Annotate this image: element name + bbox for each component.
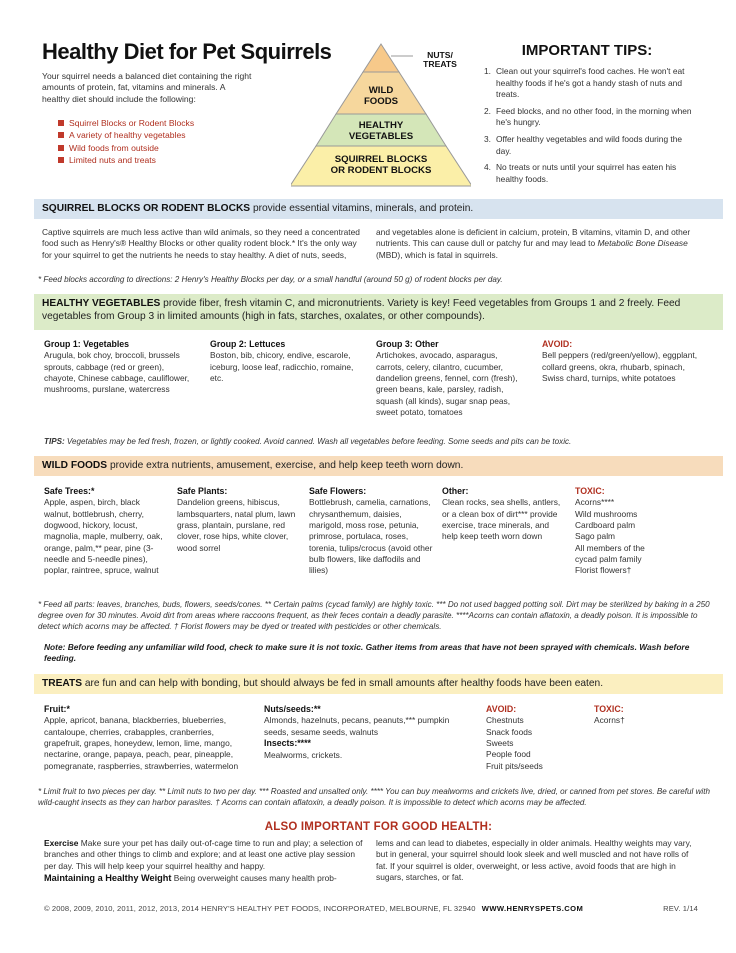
treats-avoid-title: AVOID: — [486, 704, 517, 714]
wild-heading: WILD FOODS — [42, 460, 108, 471]
page-title: Healthy Diet for Pet Squirrels — [42, 39, 332, 64]
wild-safe-plants — [177, 486, 301, 554]
wild-trees-text: Apple, aspen, birch, black walnut, bottlebrush, cherry, dogwood, hickory, locust, magnolia, maple, mulberry, oak, orange, palm,** pear, pine (3-needle and 5-needle pines), poplar, raintree, spruce, walnut — [44, 497, 163, 576]
veg-avoid — [542, 339, 702, 384]
pyramid-top-tier — [363, 44, 399, 72]
wild-flowers-text: Bottlebrush, camelia, carnations, chrysanthemum, daisies, marigold, moss rose, petunia, primrose, portulaca, roses, torenia, tulips/crocus (avoid other bulb flowers, like daffodils and lilies) — [309, 497, 433, 576]
treats-avoid-item: Snack foods — [486, 726, 533, 737]
treats-toxic — [594, 704, 694, 727]
treats-fruit-title: Fruit:* — [44, 704, 70, 714]
exercise-label: Exercise — [44, 838, 79, 848]
list-item: 2. Feed blocks, and no other food, in the morning when he's hungry. — [484, 106, 698, 129]
veg-tips-label: TIPS: — [44, 437, 65, 446]
veg-avoid-text: Bell peppers (red/green/yellow), eggplant, collard greens, okra, rhubarb, spinach, Swiss chard, turnips, white potatoes — [542, 350, 698, 384]
pyramid-blocks-label — [311, 155, 451, 176]
tip-text: Offer healthy vegetables and wild foods during the day. — [496, 133, 683, 156]
blocks-col-2-a: and vegetables alone is deficient in calcium, protein, B vitamins, vitamin D, and other nutrients. This can cause dull or patchy fur and may lead to — [376, 227, 691, 249]
veg-group-1 — [44, 339, 196, 396]
wild-plants-title: Safe Plants: — [177, 486, 228, 496]
pyramid-veg-label — [331, 121, 431, 142]
treats-heading: TREATS — [42, 678, 82, 689]
list-item: A variety of healthy vegetables — [58, 129, 194, 141]
wild-toxic-item: Acorns**** — [575, 497, 615, 508]
footer-copyright — [44, 904, 583, 914]
food-pyramid — [291, 42, 471, 188]
treats-nuts-text: Almonds, hazelnuts, pecans, peanuts,*** pumpkin seeds, sesame seeds, walnuts — [264, 715, 450, 737]
treats-nuts — [264, 704, 474, 761]
blocks-tagline: provide essential vitamins, minerals, and protein. — [252, 203, 474, 214]
wild-warning-note: Note: Before feeding any unfamiliar wild food, check to make sure it is not toxic. Gather items from areas that have not been sprayed with chemicals. Wash before feeding. — [44, 642, 690, 664]
wild-flowers-title: Safe Flowers: — [309, 486, 367, 496]
footer-revision: REV. 1/14 — [663, 904, 698, 913]
tips-list — [484, 66, 698, 190]
veg-group-3 — [376, 339, 526, 418]
list-item: 3. Offer healthy vegetables and wild foods during the day. — [484, 134, 698, 157]
pyramid-veg-label-2: VEGETABLES — [348, 130, 414, 142]
list-item: Wild foods from outside — [58, 142, 194, 154]
pyramid-top-label — [415, 51, 465, 70]
wild-other-title: Other: — [442, 486, 469, 496]
treats-avoid — [486, 704, 586, 772]
diet-bullet-list — [58, 117, 194, 167]
wild-toxic-title: TOXIC: — [575, 486, 605, 496]
treats-avoid-item: Chestnuts — [486, 715, 524, 726]
blocks-col-1: Captive squirrels are much less active than wild animals, so they need a concentrated food such as Henry's® Healthy Blocks or other quality rodent block.* It's the only way for your squirrel to get the nutrients he needs to stay healthy. A diet of nuts, seeds, — [42, 227, 360, 260]
treats-avoid-item: Sweets — [486, 738, 514, 749]
treats-insects-text: Mealworms, crickets. — [264, 749, 343, 760]
veg-banner — [34, 294, 723, 330]
blocks-col-2-b: (MBD), which is fatal in squirrels. — [376, 249, 498, 260]
blocks-col-2 — [376, 227, 698, 261]
wild-tagline: provide extra nutrients, amusement, exercise, and help keep teeth worn down. — [109, 460, 464, 471]
tip-text: Feed blocks, and no other food, in the morning when he's hungry. — [496, 105, 692, 128]
treats-tagline: are fun and can help with bonding, but should always be fed in small amounts after healthy foods have been eaten. — [84, 678, 604, 689]
list-item: Squirrel Blocks or Rodent Blocks — [58, 117, 194, 129]
exercise-text: Make sure your pet has daily out-of-cage time to run and play; a selection of branches and other things to climb and explore; and at least one active play session per day. This will help keep your squirrel healthy and happy. — [44, 838, 363, 871]
pyramid-veg-label-1: HEALTHY — [358, 120, 404, 131]
pyramid-blocks-label-1: SQUIRREL BLOCKS — [334, 154, 428, 165]
pyramid-wild-label: WILD FOODS — [363, 85, 399, 107]
treats-avoid-item: Fruit pits/seeds — [486, 760, 543, 771]
veg-group-2-title: Group 2: Lettuces — [210, 339, 286, 349]
veg-tips — [44, 437, 714, 448]
tip-text: No treats or nuts until your squirrel has eaten his healthy foods. — [496, 162, 677, 184]
wild-plants-text: Dandelion greens, hibiscus, lambsquarters, natal plum, lawn grass, plantain, purslane, red clover, rose hips, white clover, wood sorrel — [177, 497, 296, 553]
blocks-heading: SQUIRREL BLOCKS OR RODENT BLOCKS — [42, 203, 251, 214]
footer-url[interactable]: WWW.HENRYSPETS.COM — [481, 904, 584, 913]
wild-banner — [34, 456, 723, 476]
tip-text: Clean out your squirrel's food caches. He won't eat healthy foods if he's got a handy stash of nuts and treats. — [496, 66, 685, 100]
treats-fruit — [44, 704, 252, 772]
treats-toxic-text: Acorns† — [594, 715, 625, 726]
intro-text: Your squirrel needs a balanced diet containing the right amounts of protein, fat, vitamins and minerals. A healthy diet should include the following: — [42, 71, 252, 104]
wild-toxic-item: Florist flowers† — [575, 565, 632, 576]
veg-group-3-title: Group 3: Other — [376, 339, 439, 349]
pyramid-top-label-1: NUTS/ — [427, 50, 453, 60]
veg-heading: HEALTHY VEGETABLES — [42, 298, 161, 309]
list-item: Limited nuts and treats — [58, 154, 194, 166]
wild-toxic-item: Sago palm — [575, 531, 616, 542]
wild-toxic-item: Cardboard palm — [575, 520, 636, 531]
blocks-banner — [34, 199, 723, 219]
veg-group-3-text: Artichokes, avocado, asparagus, carrots, celery, cilantro, cucumber, dandelion greens, fennel, corn (fresh), green beans, kale, parsley, radish, squash (all kinds), sugar snap peas, sweet potato, tomatoes — [376, 350, 518, 418]
wild-other-text: Clean rocks, sea shells, antlers, or a clean box of dirt*** provide exercise, trace minerals, and help keep teeth worn down — [442, 497, 561, 542]
also-col-1 — [44, 838, 366, 884]
pyramid-blocks-label-2: OR RODENT BLOCKS — [330, 164, 432, 176]
treats-avoid-item: People food — [486, 749, 531, 760]
weight-text: Being overweight causes many health prob- — [171, 873, 337, 884]
veg-tips-text: Vegetables may be fed fresh, frozen, or lightly cooked. Avoid canned. Wash all vegetables before feeding. Some seeds and pits can be toxic. — [64, 437, 572, 446]
footer-copyright-text: © 2008, 2009, 2010, 2011, 2012, 2013, 2014 HENRY'S HEALTHY PET FOODS, INCORPORATED, MELBOURNE, FL 32940 — [44, 904, 476, 913]
veg-group-2-text: Boston, bib, chicory, endive, escarole, iceburg, loose leaf, radicchio, romaine, etc. — [210, 350, 354, 384]
wild-toxic-item: cycad palm family — [575, 554, 642, 565]
veg-group-1-title: Group 1: Vegetables — [44, 339, 130, 349]
treats-banner — [34, 674, 723, 694]
wild-toxic-item: Wild mushrooms — [575, 508, 638, 519]
wild-other — [442, 486, 564, 543]
veg-group-2 — [210, 339, 362, 384]
pyramid-top-label-2: TREATS — [423, 59, 457, 70]
blocks-note: * Feed blocks according to directions: 2 Henry's Healthy Blocks per day, or a small handful (around 50 g) of rodent blocks per day. — [38, 275, 503, 284]
treats-insects-title: Insects:**** — [264, 738, 311, 749]
wild-safe-flowers — [309, 486, 433, 577]
treats-fruit-text: Apple, apricot, banana, blackberries, blueberries, cantaloupe, cherries, crabapples, cranberries, grapefruit, grapes, honeydew, lemon, lime, mango, nectarine, orange, papaya, peach, pear, pineapple, pomegranate, raspberries, strawberries, watermelon — [44, 715, 239, 771]
treats-nuts-title: Nuts/seeds:** — [264, 704, 321, 714]
blocks-col-2-em: Metabolic Bone Disease — [597, 238, 688, 249]
tips-title: IMPORTANT TIPS: — [521, 42, 653, 59]
veg-group-1-text: Arugula, bok choy, broccoli, brussels sprouts, cabbage (red or green), chayote, Chinese cabbage, cauliflower, mushrooms, purslane, watercress — [44, 350, 190, 395]
veg-avoid-title: AVOID: — [542, 339, 573, 349]
wild-trees-title: Safe Trees:* — [44, 486, 95, 496]
list-item: 4. No treats or nuts until your squirrel has eaten his healthy foods. — [484, 162, 698, 185]
weight-label: Maintaining a Healthy Weight — [44, 873, 172, 884]
wild-toxic — [575, 486, 695, 577]
also-important-title: ALSO IMPORTANT FOR GOOD HEALTH: — [264, 821, 493, 833]
wild-footnote: * Feed all parts: leaves, branches, buds, flowers, seeds/cones. ** Certain palms (cycad family) are highly toxic. *** Do not used bagged potting soil. Dirt may be sterilized by baking in a 250 degree oven for 30 minutes. Avoid dirt from areas where raccoons frequent, as their feces contain a deadly parasite. ****Acorns can contain aflatoxin, a deadly poison. It is impossible to detect which acorns may be affected. † Florist flowers may be dyed or treated with pesticides or other chemicals. — [38, 600, 710, 631]
list-item: 1. Clean out your squirrel's food caches. He won't eat healthy foods if he's got a handy stash of nuts and treats. — [484, 66, 698, 101]
veg-tagline: provide fiber, fresh vitamin C, and micronutrients. Variety is key! Feed vegetables from Groups 1 and 2 freely. Feed vegetables from Group 3 in limited amounts (high in fats, starches, oxalates, or other compounds). — [42, 298, 681, 323]
also-col-2: lems and can lead to diabetes, especially in older animals. Healthy weights may vary, but in general, your squirrel should look sleek and well muscled and not have rolls of fat. If your squirrel is older, overweight, or less active, avoid foods that are high in sugars, starches, or fat. — [376, 838, 692, 883]
wild-toxic-item: All members of the — [575, 542, 645, 553]
treats-footnote: * Limit fruit to two pieces per day. ** Limit nuts to two per day. *** Roasted and unsalted only. **** You can buy mealworms and crickets live, dried, or canned from pet stores. Be careful with wild-caught insects as they can harbor parasites. † Acorns can contain aflatoxin, a deadly poison. It is impossible to detect which acorns may be affected. — [38, 787, 710, 807]
wild-safe-trees — [44, 486, 168, 577]
treats-toxic-title: TOXIC: — [594, 704, 624, 714]
